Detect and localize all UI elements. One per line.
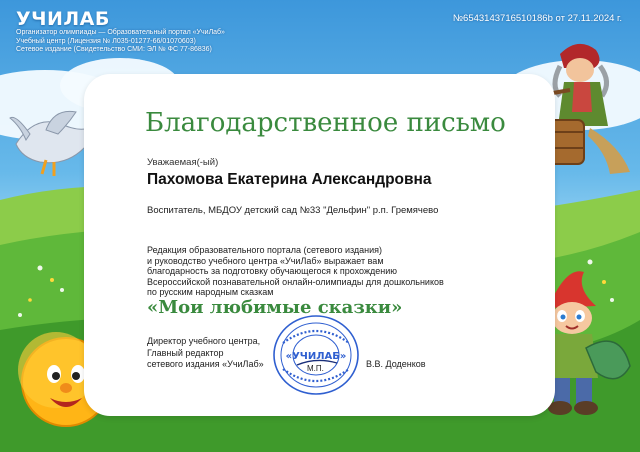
- salutation: Уважаемая(-ый): [147, 157, 219, 168]
- letter-body: [147, 245, 467, 298]
- stamp-mp-label: М.П.: [307, 364, 324, 373]
- signature-line: Главный редактор: [147, 347, 224, 358]
- signature-line: сетевого издания «УчиЛаб»: [147, 359, 264, 369]
- body-line: по русским народным сказкам: [147, 287, 274, 298]
- portal-logo: УЧИЛАБ: [16, 8, 110, 30]
- recipient-position: Воспитатель, МБДОУ детский сад №33 "Дельфин" р.п. Гремячево: [147, 205, 439, 216]
- license-line: Учебный центр (Лицензия № Л035-01277-66/01070603): [16, 37, 196, 45]
- olympiad-name: «Мои любимые сказки»: [147, 297, 403, 318]
- body-line: благодарность за подготовку обучающегося к прохождению: [147, 266, 397, 277]
- organizer-line: Организатор олимпиады — Образовательный портал «УчиЛаб»: [16, 29, 225, 36]
- signature-line: Директор учебного центра,: [147, 336, 261, 346]
- body-line: Всероссийской познавательной онлайн-олимпиады для дошкольников: [147, 276, 444, 287]
- signer-name: В.В. Доденков: [366, 359, 426, 369]
- organizer-info: [16, 29, 225, 55]
- body-line: Редакция образовательного портала (сетевого издания): [147, 245, 383, 255]
- letter-title: Благодарственное письмо: [145, 108, 506, 138]
- official-stamp: [271, 313, 361, 397]
- document-number: №6543143716510186b от 27.11.2024 г.: [452, 13, 622, 24]
- media-certificate-line: Сетевое издание (Свидетельство СМИ: ЭЛ № ФС 77-86836): [16, 46, 212, 53]
- recipient-name: Пахомова Екатерина Александровна: [147, 171, 432, 188]
- body-line: и руководство учебного центра «УчиЛаб» выражает вам: [147, 255, 384, 266]
- stamp-text: «УЧИЛАБ»: [285, 351, 347, 362]
- signature-block: [147, 336, 264, 371]
